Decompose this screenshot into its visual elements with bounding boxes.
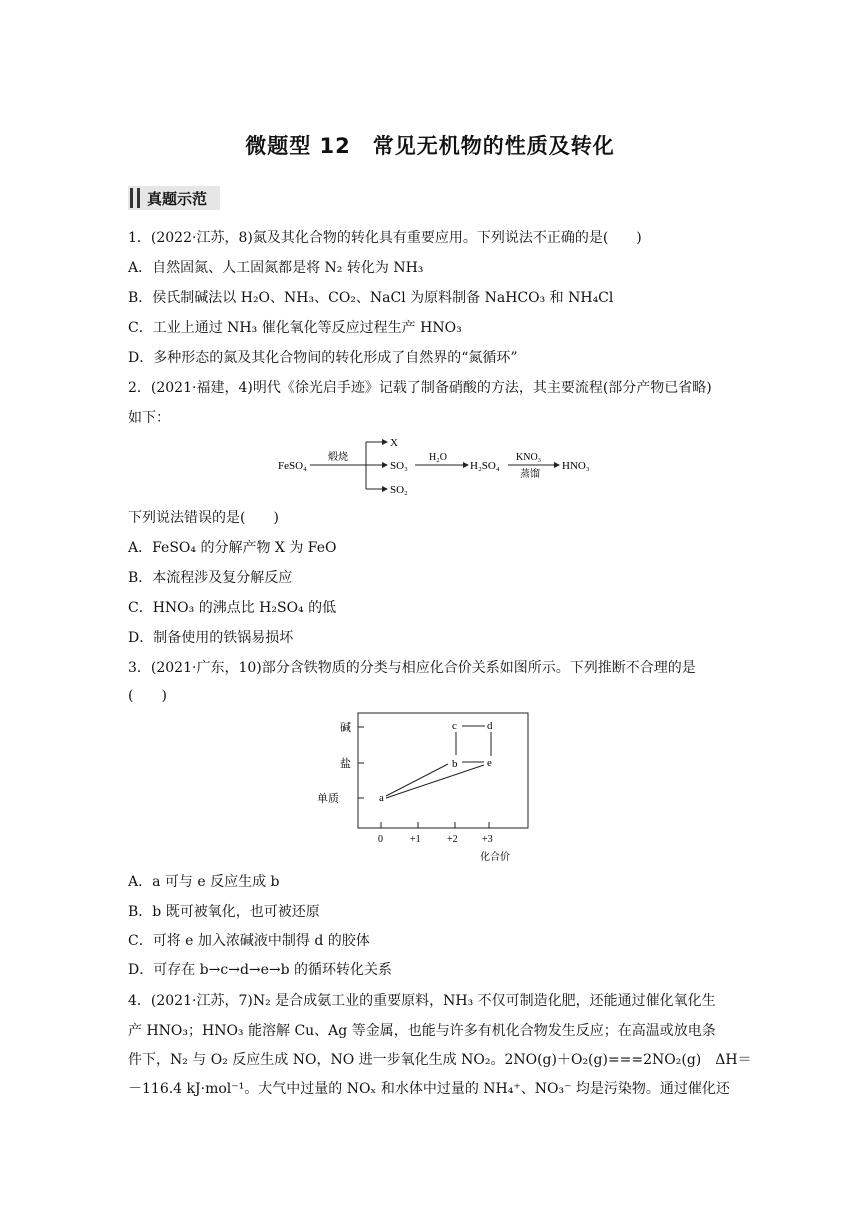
point-c: c — [452, 720, 457, 732]
x-axis-label: 化合价 — [480, 852, 510, 863]
point-e: e — [487, 757, 492, 769]
flow-diagram — [270, 432, 600, 502]
q2-stem-line2: 如下： — [128, 410, 170, 426]
arrowhead — [382, 462, 388, 468]
q3-option-a: A．a 可与 e 反应生成 b — [128, 874, 280, 890]
q4-line-1: 4．(2021·江苏，7)N₂ 是合成氨工业的重要原料，NH₃ 不仅可制造化肥，还能通过催化氧化生 — [128, 993, 716, 1009]
flow-mid: H₂SO₄ — [470, 460, 500, 472]
x-tick-label: +3 — [482, 834, 493, 845]
flow-step3-bottom: 蒸馏 — [520, 469, 540, 480]
page-title: 微题型 12 常见无机物的性质及转化 — [245, 134, 615, 158]
point-d: d — [487, 720, 493, 732]
q4-line-3: 件下，N₂ 与 O₂ 反应生成 NO，NO 进一步氧化生成 NO₂。2NO(g)＋O₂(g)===2NO₂(g) ΔH＝ — [128, 1052, 752, 1068]
point-a: a — [379, 792, 384, 804]
valence-class-figure — [310, 705, 540, 865]
y-label-base: 碱 — [340, 722, 351, 734]
q1-option-d: D．多种形态的氮及其化合物间的转化形成了自然界的“氮循环” — [128, 350, 518, 366]
flow-product-so3: SO₃ — [390, 460, 408, 472]
q3-stem-line2: ( ) — [128, 688, 167, 704]
flow-step3-top: KNO₃ — [516, 452, 542, 463]
arrowhead — [463, 462, 469, 468]
q1-option-b: B．侯氏制碱法以 H₂O、NH₃、CO₂、NaCl 为原料制备 NaHCO₃ 和 NH₄Cl — [128, 290, 614, 306]
q1-stem: 1．(2022·江苏，8)氮及其化合物的转化具有重要应用。下列说法不正确的是( ) — [128, 230, 642, 246]
flow-product-x: X — [390, 437, 398, 449]
flow-step1: 煅烧 — [328, 452, 348, 463]
arrowhead — [382, 486, 388, 492]
q1-option-c: C．工业上通过 NH₃ 催化氧化等反应过程生产 HNO₃ — [128, 320, 462, 336]
flow-end: HNO₃ — [562, 460, 590, 472]
x-tick-label: +1 — [410, 834, 421, 845]
q4-line-4: －116.4 kJ·mol⁻¹。大气中过量的 NOₓ 和水体中过量的 NH₄⁺、NO₃⁻ 均是污染物。通过催化还 — [128, 1081, 730, 1097]
section-tag-bar — [130, 188, 133, 208]
q3-option-c: C．可将 e 加入浓碱液中制得 d 的胶体 — [128, 933, 370, 949]
y-label-element: 单质 — [317, 793, 339, 805]
flow-product-so2: SO₂ — [390, 484, 408, 496]
figure-frame — [358, 713, 528, 828]
q2-option-a: A．FeSO₄ 的分解产物 X 为 FeO — [128, 540, 337, 556]
q2-option-c: C．HNO₃ 的沸点比 H₂SO₄ 的低 — [128, 600, 337, 616]
section-tag-bar — [137, 188, 140, 208]
point-b: b — [452, 758, 458, 770]
flow-step2: H₂O — [429, 452, 447, 463]
q1-option-a: A．自然固氮、人工固氮都是将 N₂ 转化为 NH₃ — [128, 260, 424, 276]
arrowhead — [382, 439, 388, 445]
y-label-salt: 盐 — [340, 758, 351, 770]
q2-question: 下列说法错误的是( ) — [128, 510, 279, 526]
arrowhead — [554, 462, 560, 468]
q2-option-b: B．本流程涉及复分解反应 — [128, 570, 293, 586]
q3-stem-line1: 3．(2021·广东，10)部分含铁物质的分类与相应化合价关系如图所示。下列推断不合理的是 — [128, 660, 696, 676]
link-a-e — [386, 765, 484, 798]
q3-option-d: D．可存在 b→c→d→e→b 的循环转化关系 — [128, 962, 393, 978]
q3-option-b: B．b 既可被氧化，也可被还原 — [128, 904, 320, 920]
x-tick-label: 0 — [378, 834, 383, 845]
x-tick-label: +2 — [447, 834, 458, 845]
q4-line-2: 产 HNO₃；HNO₃ 能溶解 Cu、Ag 等金属，也能与许多有机化合物发生反应；在高温或放电条 — [128, 1023, 716, 1039]
section-tag — [128, 186, 220, 210]
q2-option-d: D．制备使用的铁锅易损坏 — [128, 630, 294, 646]
q2-stem-line1: 2．(2021·福建，4)明代《徐光启手迹》记载了制备硝酸的方法，其主要流程(部分产物已省略) — [128, 380, 712, 396]
flow-start: FeSO₄ — [278, 460, 307, 472]
section-label: 真题示范 — [147, 189, 208, 208]
